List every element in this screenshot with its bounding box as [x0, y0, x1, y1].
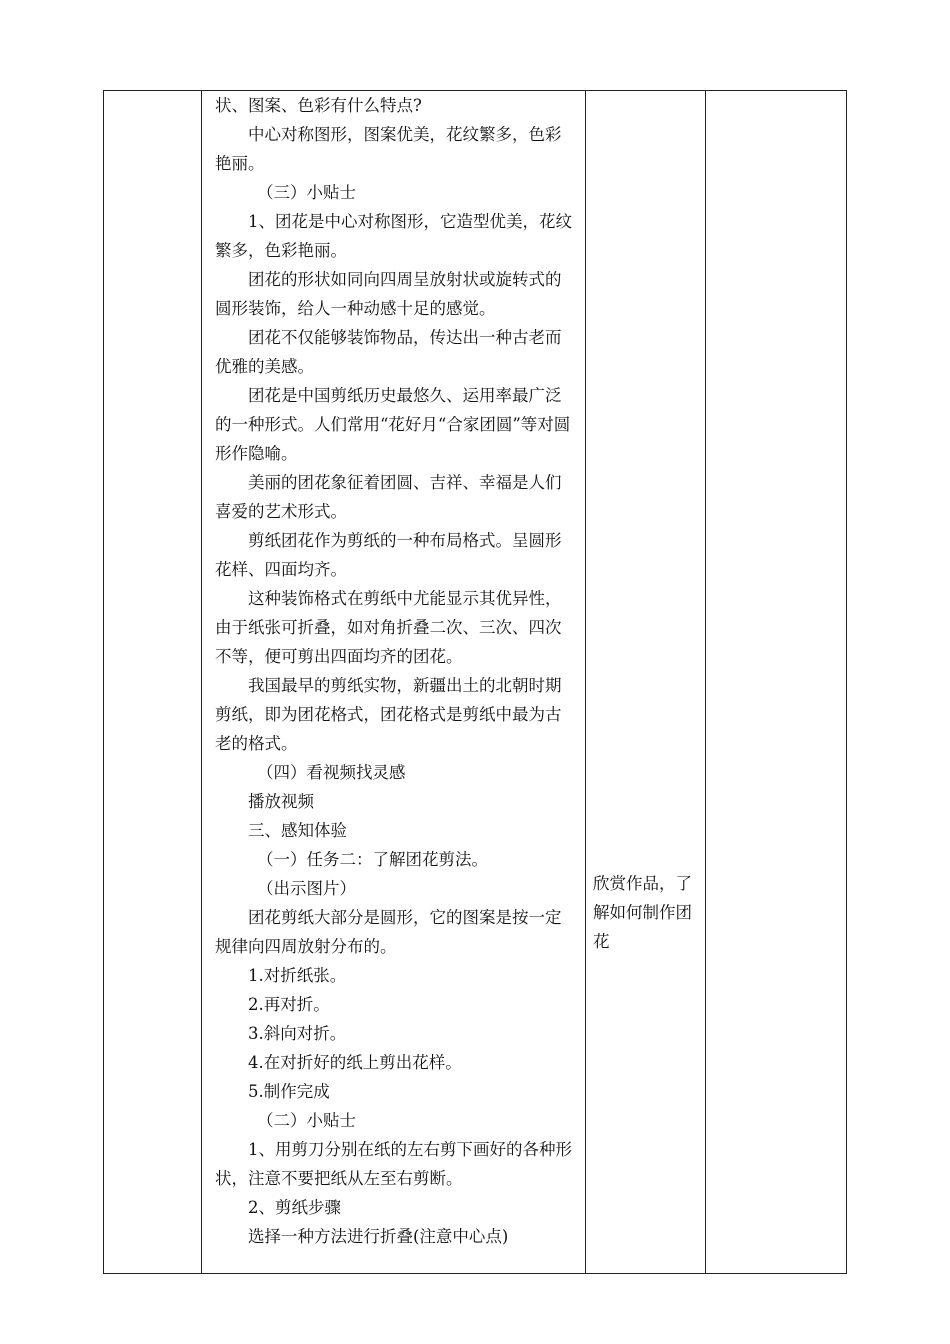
content-line: 繁多，色彩艳丽。	[215, 241, 347, 260]
content-line: 圆形装饰，给人一种动感十足的感觉。	[215, 299, 496, 318]
content-line: 团花不仅能够装饰物品，传达出一种古老而	[248, 328, 562, 347]
teaching-content-cell	[209, 91, 583, 1251]
content-line: 喜爱的艺术形式。	[215, 502, 347, 521]
activity-line: 花	[593, 932, 610, 951]
column-divider	[201, 91, 202, 1273]
content-line: 1、用剪刀分别在纸的左右剪下画好的各种形	[248, 1140, 572, 1159]
content-line: 我国最早的剪纸实物，新疆出土的北朝时期	[248, 676, 562, 695]
content-line: 状，注意不要把纸从左至右剪断。	[215, 1169, 463, 1188]
lesson-table	[103, 90, 847, 1274]
content-line: 1.对折纸张。	[248, 966, 347, 985]
content-line: 这种装饰格式在剪纸中尤能显示其优异性，	[248, 589, 562, 608]
content-line: （二）小贴士	[257, 1111, 356, 1130]
content-line: 剪纸，即为团花格式，团花格式是剪纸中最为古	[215, 705, 562, 724]
column-divider	[705, 91, 706, 1273]
content-line: 团花是中国剪纸历史最悠久、运用率最广泛	[248, 386, 562, 405]
content-line: （三）小贴士	[257, 183, 356, 202]
content-line: 2.再对折。	[248, 995, 330, 1014]
content-line: 花样、四面均齐。	[215, 560, 347, 579]
content-line: 艳丽。	[215, 154, 265, 173]
content-line: 播放视频	[248, 792, 314, 811]
content-line: 2、剪纸步骤	[248, 1198, 341, 1217]
content-line: （四）看视频找灵感	[257, 763, 406, 782]
content-line: 老的格式。	[215, 734, 298, 753]
content-line: 三、感知体验	[248, 821, 347, 840]
content-line: 美丽的团花象征着团圆、吉祥、幸福是人们	[248, 473, 562, 492]
activity-line: 解如何制作团	[593, 903, 692, 922]
content-line: 4.在对折好的纸上剪出花样。	[248, 1053, 462, 1072]
content-line: 1、团花是中心对称图形，它造型优美，花纹	[248, 212, 572, 231]
activity-line: 欣赏作品，了	[593, 874, 692, 893]
column-divider	[585, 91, 586, 1273]
content-line: 3.斜向对折。	[248, 1024, 347, 1043]
content-line: 的一种形式。人们常用“花好月“合家团圆”等对圆	[215, 415, 571, 434]
content-line: 团花剪纸大部分是圆形，它的图案是按一定	[248, 908, 562, 927]
content-line: 选择一种方法进行折叠(注意中心点)	[248, 1227, 509, 1246]
content-line: 不等，便可剪出四面均齐的团花。	[215, 647, 463, 666]
content-line: 5.制作完成	[248, 1082, 330, 1101]
content-line: 由于纸张可折叠，如对角折叠二次、三次、四次	[215, 618, 562, 637]
content-line: 规律向四周放射分布的。	[215, 937, 397, 956]
content-line: 状、图案、色彩有什么特点?	[215, 96, 422, 115]
content-line: 团花的形状如同向四周呈放射状或旋转式的	[248, 270, 562, 289]
content-line: 中心对称图形，图案优美，花纹繁多，色彩	[248, 125, 562, 144]
content-line: 剪纸团花作为剪纸的一种布局格式。呈圆形	[248, 531, 562, 550]
content-line: 形作隐喻。	[215, 444, 298, 463]
content-line: 优雅的美感。	[215, 357, 314, 376]
student-activity-cell	[593, 869, 705, 956]
content-line: （一）任务二：了解团花剪法。	[257, 850, 488, 869]
content-line: （出示图片）	[257, 879, 356, 898]
